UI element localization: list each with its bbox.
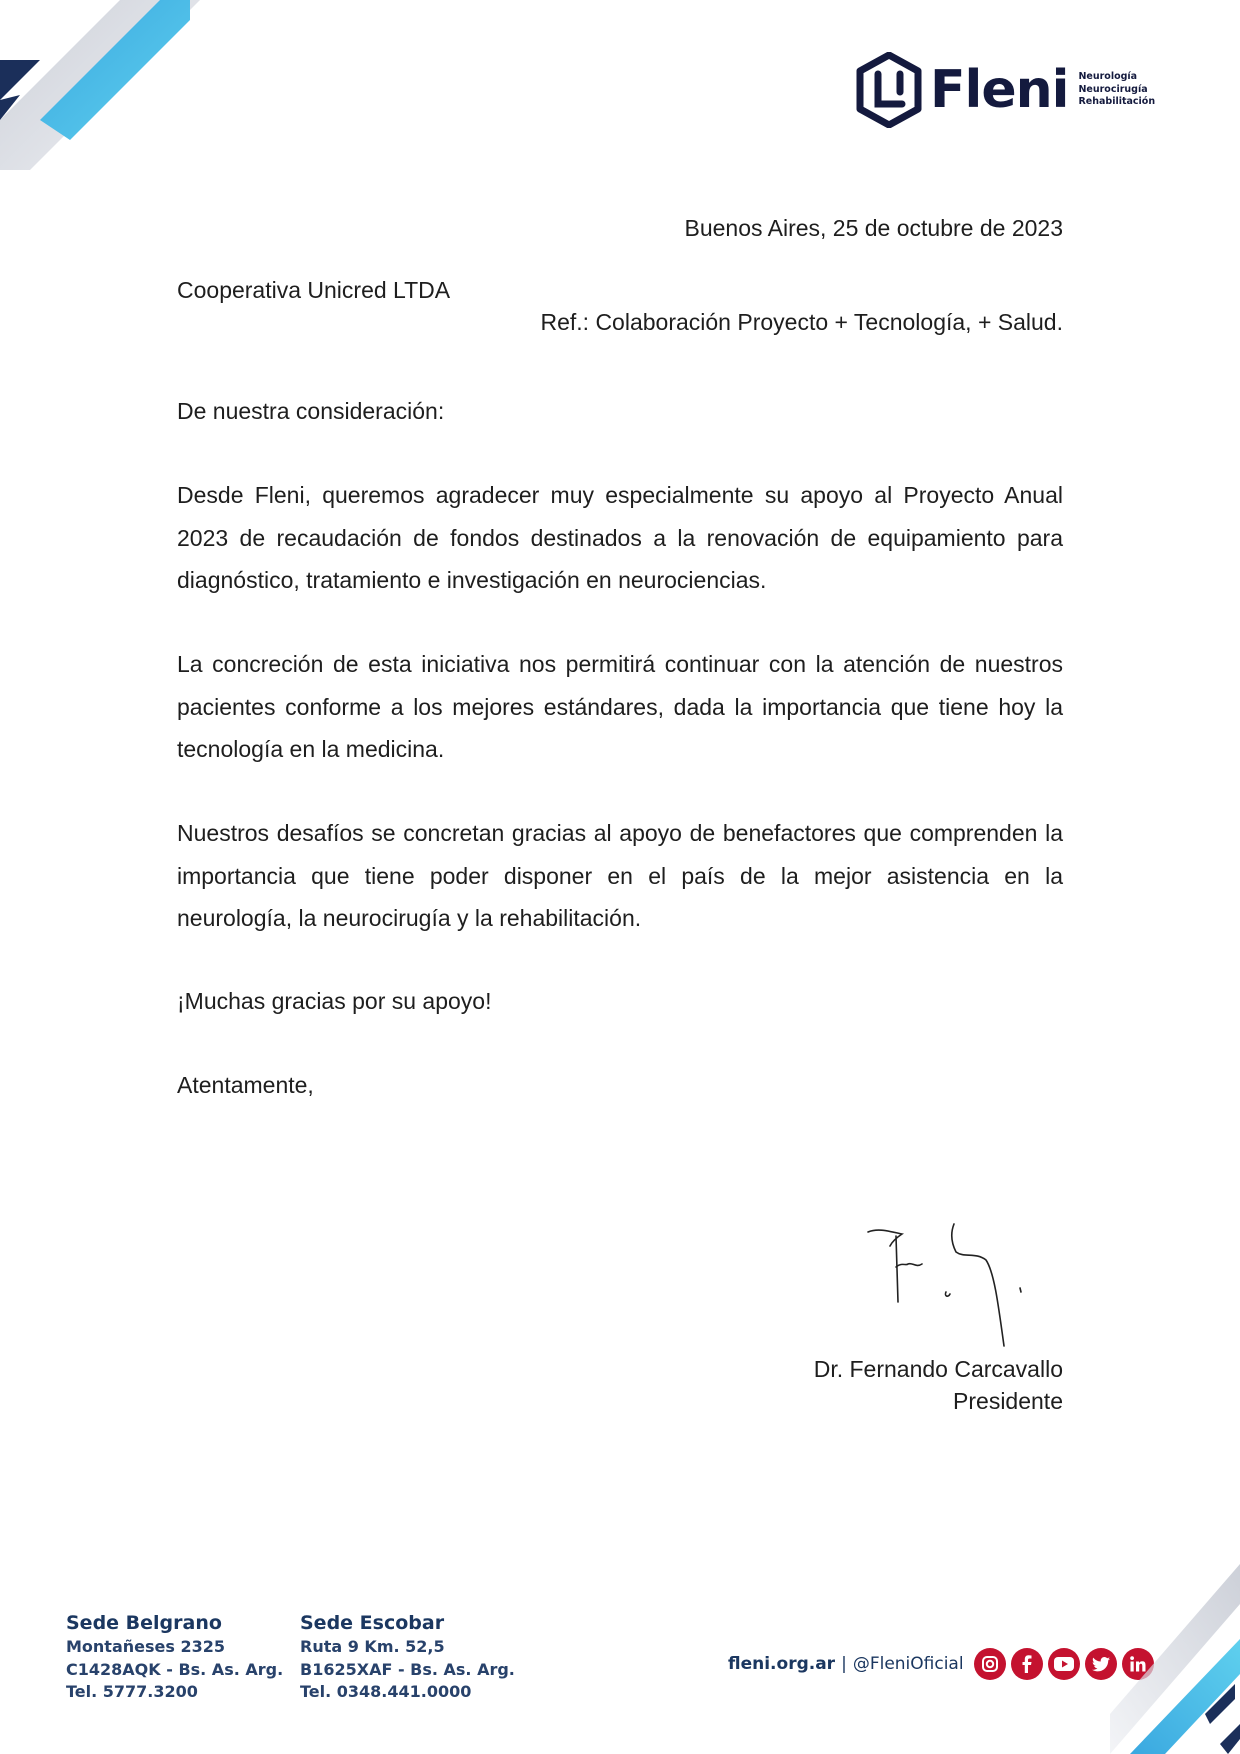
sede-belgrano-phone: Tel. 5777.3200 (66, 1682, 198, 1701)
corner-decoration-top-left (0, 0, 240, 170)
footer-web (728, 1648, 1159, 1680)
footer-sede-escobar (300, 1610, 515, 1704)
sede-escobar-postal: B1625XAF - Bs. As. Arg. (300, 1659, 515, 1679)
letter-paragraph-1: Desde Fleni, queremos agradecer muy especialmente su apoyo al Proyecto Anual 2023 de recaudación de fondos destinados a la renovación de equipamiento para diagnóstico, tratamiento e investigación en neurociencias. (177, 482, 1063, 593)
letter-reference: Ref.: Colaboración Proyecto + Tecnología, + Salud. (540, 309, 1063, 335)
sede-escobar-phone: Tel. 0348.441.0000 (300, 1682, 472, 1701)
instagram-icon[interactable] (974, 1648, 1006, 1680)
logo-tag-rehabilitacion: Rehabilitación (1078, 96, 1156, 108)
youtube-icon[interactable] (1048, 1648, 1080, 1680)
letter-date: Buenos Aires, 25 de octubre de 2023 (684, 215, 1063, 241)
letter-paragraph-3: Nuestros desafíos se concretan gracias al apoyo de benefactores que comprenden la importancia que tiene poder disponer en el país de la mejor asistencia en la neurología, la neurocirugía y la rehabilitación. (177, 820, 1063, 931)
fleni-logo (856, 50, 1155, 130)
letter-recipient: Cooperativa Unicred LTDA (177, 277, 451, 303)
sede-belgrano-title: Sede Belgrano (66, 1612, 222, 1634)
facebook-icon[interactable] (1011, 1648, 1043, 1680)
logo-tag-neurocirugia: Neurocirugía (1078, 83, 1148, 95)
logo-tag-neurologia: Neurología (1078, 71, 1138, 83)
letter-thanks: ¡Muchas gracias por su apoyo! (177, 988, 492, 1014)
sede-escobar-title: Sede Escobar (300, 1612, 445, 1634)
footer-website-link[interactable]: fleni.org.ar (728, 1654, 836, 1674)
letter-salutation: De nuestra consideración: (177, 398, 445, 424)
signer-name: Dr. Fernando Carcavallo (813, 1356, 1063, 1382)
sede-belgrano-address: Montañeses 2325 (66, 1637, 225, 1656)
sede-belgrano-postal: C1428AQK - Bs. As. Arg. (66, 1659, 284, 1679)
handwritten-signature (866, 1222, 1046, 1357)
fleni-logo-mark-icon (856, 52, 922, 128)
footer-social-handle[interactable]: @FleniOficial (852, 1654, 964, 1674)
sede-escobar-address: Ruta 9 Km. 52,5 (300, 1637, 445, 1656)
footer-sede-belgrano (66, 1610, 283, 1704)
signer-title: Presidente (953, 1388, 1063, 1414)
footer-separator: | (841, 1654, 847, 1674)
letter-paragraph-2: La concreción de esta iniciativa nos permitirá continuar con la atención de nuestros pacientes conforme a los mejores estándares, dada la importancia que tiene hoy la tecnología en la medicina. (177, 651, 1063, 762)
corner-decoration-bottom-right (1110, 1564, 1240, 1754)
letter-closing: Atentamente, (177, 1072, 314, 1098)
logo-tagline (1078, 71, 1155, 109)
logo-wordmark: Fleni (930, 60, 1069, 120)
